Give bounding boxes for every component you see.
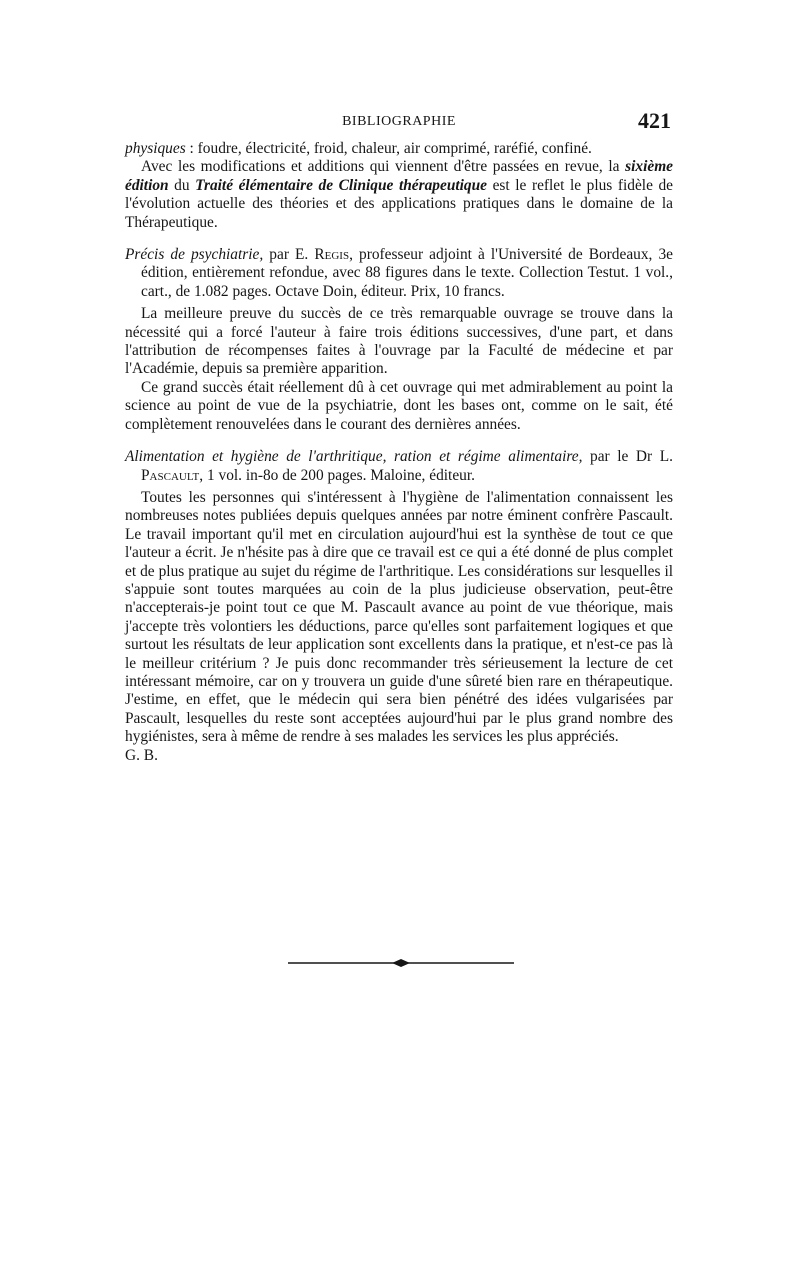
entry-details: , 1 vol. in-8o de 200 pages. Maloine, éditeur. — [199, 466, 475, 484]
bibliography-entry — [125, 246, 673, 434]
entry-par: par le Dr L. — [582, 448, 673, 466]
running-title: BIBLIOGRAPHIE — [342, 114, 456, 129]
review-paragraph: La meilleure preuve du succès de ce très remarquable ouvrage se trouve dans la nécessité qui a forcé l'auteur à faire trois éditions successives, d'une part, et dans l'attribution de récompenses faites à l'ouvrage par la Faculté de médecine et par l'Académie, depuis sa première apparition. — [125, 305, 673, 378]
review-paragraph: Ce grand succès était réellement dû à cet ouvrage qui met admirablement au point la science au point de vue de la psychiatrie, dont les bases ont, comme on le sait, été complètement renouvelées dans le courant des dernières années. — [125, 378, 673, 433]
entry-review — [125, 305, 673, 434]
review-paragraph: Toutes les personnes qui s'intéressent à l'hygiène de l'alimentation connaissent les nombreuses notes publiées depuis quelques années par notre éminent confrère Pascault. Le travail important qu'il met en circulation aujourd'hui est la synthèse de tout ce que l'auteur a écrit. Je n'hésite pas à dire que ce travail est ce qui a été donné de plus complet et de plus pratique au sujet du régime de l'arthritique. Les considérations sur lesquelles il s'appuie sont toutes marquées au coin de la plus judicieuse observation, peut-être n'accepterais-je point tout ce que M. Pascault avance au point de vue théorique, mais j'accepte très volontiers les déductions, parce qu'elles sont parfaitement logiques et que surtout les résultats de leur application sont excellents dans la pratique, et n'est-ce pas là le meilleur critérium ? Je puis donc recommander très sérieusement la lecture de cet intéressant mémoire, car on y trouvera un guide d'une sûreté bien rare en thérapeutique. J'estime, en effet, que le médecin qui sera bien pénétré des idées vulgarisées par Pascault, lesquelles du reste sont acceptées aujourd'hui par le plus grand nombre des hygiénistes, sera à même de rendre à ses malades les services les plus appréciés. — [125, 488, 673, 746]
continued-paragraph — [125, 140, 673, 158]
page-content — [125, 110, 673, 765]
page-number: 421 — [638, 108, 671, 133]
entry-review — [125, 489, 673, 765]
intro-book-title: Traité élémentaire de Clinique thérapeutique — [195, 176, 488, 194]
running-head — [125, 110, 673, 140]
entry-author: Pascault — [141, 466, 200, 484]
entry-title: Alimentation et hygiène de l'arthritique, ration et régime alimentaire, — [125, 448, 583, 466]
entry-reference — [125, 448, 673, 485]
intro-edition: sixième édition — [125, 158, 673, 194]
entry-author: Regis — [314, 246, 350, 264]
continued-italic-word: physiques — [125, 140, 186, 157]
body-text — [125, 140, 673, 765]
intro-text-c: du — [168, 176, 196, 194]
end-ornament — [288, 958, 514, 968]
entry-details: , professeur adjoint à l'Université de Bordeaux, 3e édition, entièrement refondue, avec 88 figures dans le texte. Collection Testut. 1 vol., cart., de 1.082 pages. Octave Doin, éditeur. Prix, 10 francs. — [141, 246, 673, 300]
entry-reference — [125, 246, 673, 301]
intro-text-e: est le reflet le plus fidèle de l'évolution actuelle des théories et des applications pratiques dans le domaine de la Thérapeutique. — [125, 176, 673, 231]
intro-text-a: Avec les modifications et additions qui viennent d'être passées en revue, la — [141, 158, 626, 176]
intro-paragraph — [125, 158, 673, 232]
signature: G. B. — [125, 746, 158, 764]
continued-text: : foudre, électricité, froid, chaleur, air comprimé, raréfié, confiné. — [185, 140, 592, 157]
entry-par: par E. — [263, 246, 315, 264]
entry-title: Précis de psychiatrie, — [125, 246, 264, 264]
bibliography-entry — [125, 448, 673, 765]
